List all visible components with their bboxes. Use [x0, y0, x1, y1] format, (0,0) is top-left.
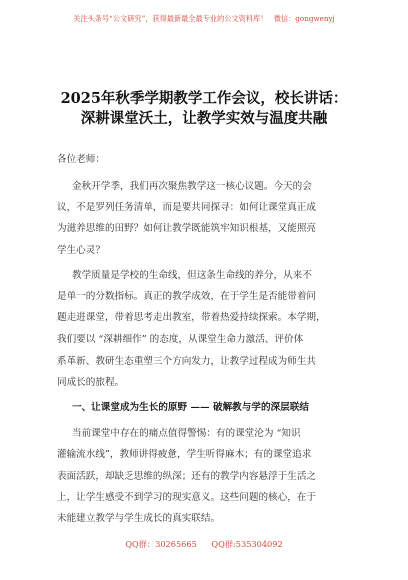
paragraph-line: 表面活跃，却缺乏思维的纵深；还有的教学内容悬浮于生活之	[57, 471, 317, 482]
banner-text: 关注头条号“公文研究”，获得最新最全最专业的公文资料库！	[73, 14, 268, 23]
footer	[0, 539, 408, 550]
section-heading: 一、让课堂成为生长的原野 —— 破解教与学的深层联结	[72, 402, 309, 413]
document-title-line-2: 深耕课堂沃土，让教学实效与温度共融	[80, 110, 328, 127]
paragraph-line: 题走进课堂，带着思考走出教室，带着热爱持续探索。本学期，	[57, 312, 326, 323]
paragraph-line: 教学质量是学校的生命线，但这条生命线的养分，从来不	[72, 270, 312, 281]
paragraph-line: 未能建立教学与学生成长的真实联结。	[57, 513, 221, 524]
paragraph-line: 我们要以 “深耕细作” 的态度，从课堂生命力激活、评价体	[57, 334, 304, 345]
paragraph-line: 议，不是罗列任务清单，而是要共同探寻：如何让课堂真正成	[57, 202, 317, 213]
paragraph-line: 同成长的旅程。	[57, 377, 125, 388]
footer-qq-group-1: QQ群：30265665	[125, 539, 197, 549]
paragraph-line: 当前课堂中存在的痛点值得警惕：有的课堂沦为 “知识	[72, 428, 301, 439]
document-title-line-1: 2025年秋季学期教学工作会议，校长讲话：	[60, 90, 348, 107]
paragraph-line: 上，让学生感受不到学习的现实意义。这些问题的核心，在于	[57, 492, 317, 503]
paragraph-line: 是单一的分数指标。真正的教学成效，在于学生是否能带着问	[57, 291, 317, 302]
promo-banner	[0, 14, 408, 24]
paragraph-line: 学生心灵？	[57, 245, 105, 256]
paragraph-line: 灌输流水线”，教师讲得疲惫，学生听得麻木；有的课堂追求	[57, 449, 312, 460]
paragraph-line: 金秋开学季，我们再次聚焦教学这一核心议题。今天的会	[72, 181, 312, 192]
banner-wechat: 微信：gongwenyj	[273, 14, 335, 23]
paragraph-line: 为滋养思维的田野？如何让教学既能筑牢知识根基，又能照亮	[57, 223, 317, 234]
paragraph-line: 系革新、教研生态重塑三个方向发力，让教学过程成为师生共	[57, 356, 317, 367]
footer-qq-group-2: QQ群:535304092	[211, 539, 283, 549]
salutation: 各位老师：	[57, 154, 105, 165]
